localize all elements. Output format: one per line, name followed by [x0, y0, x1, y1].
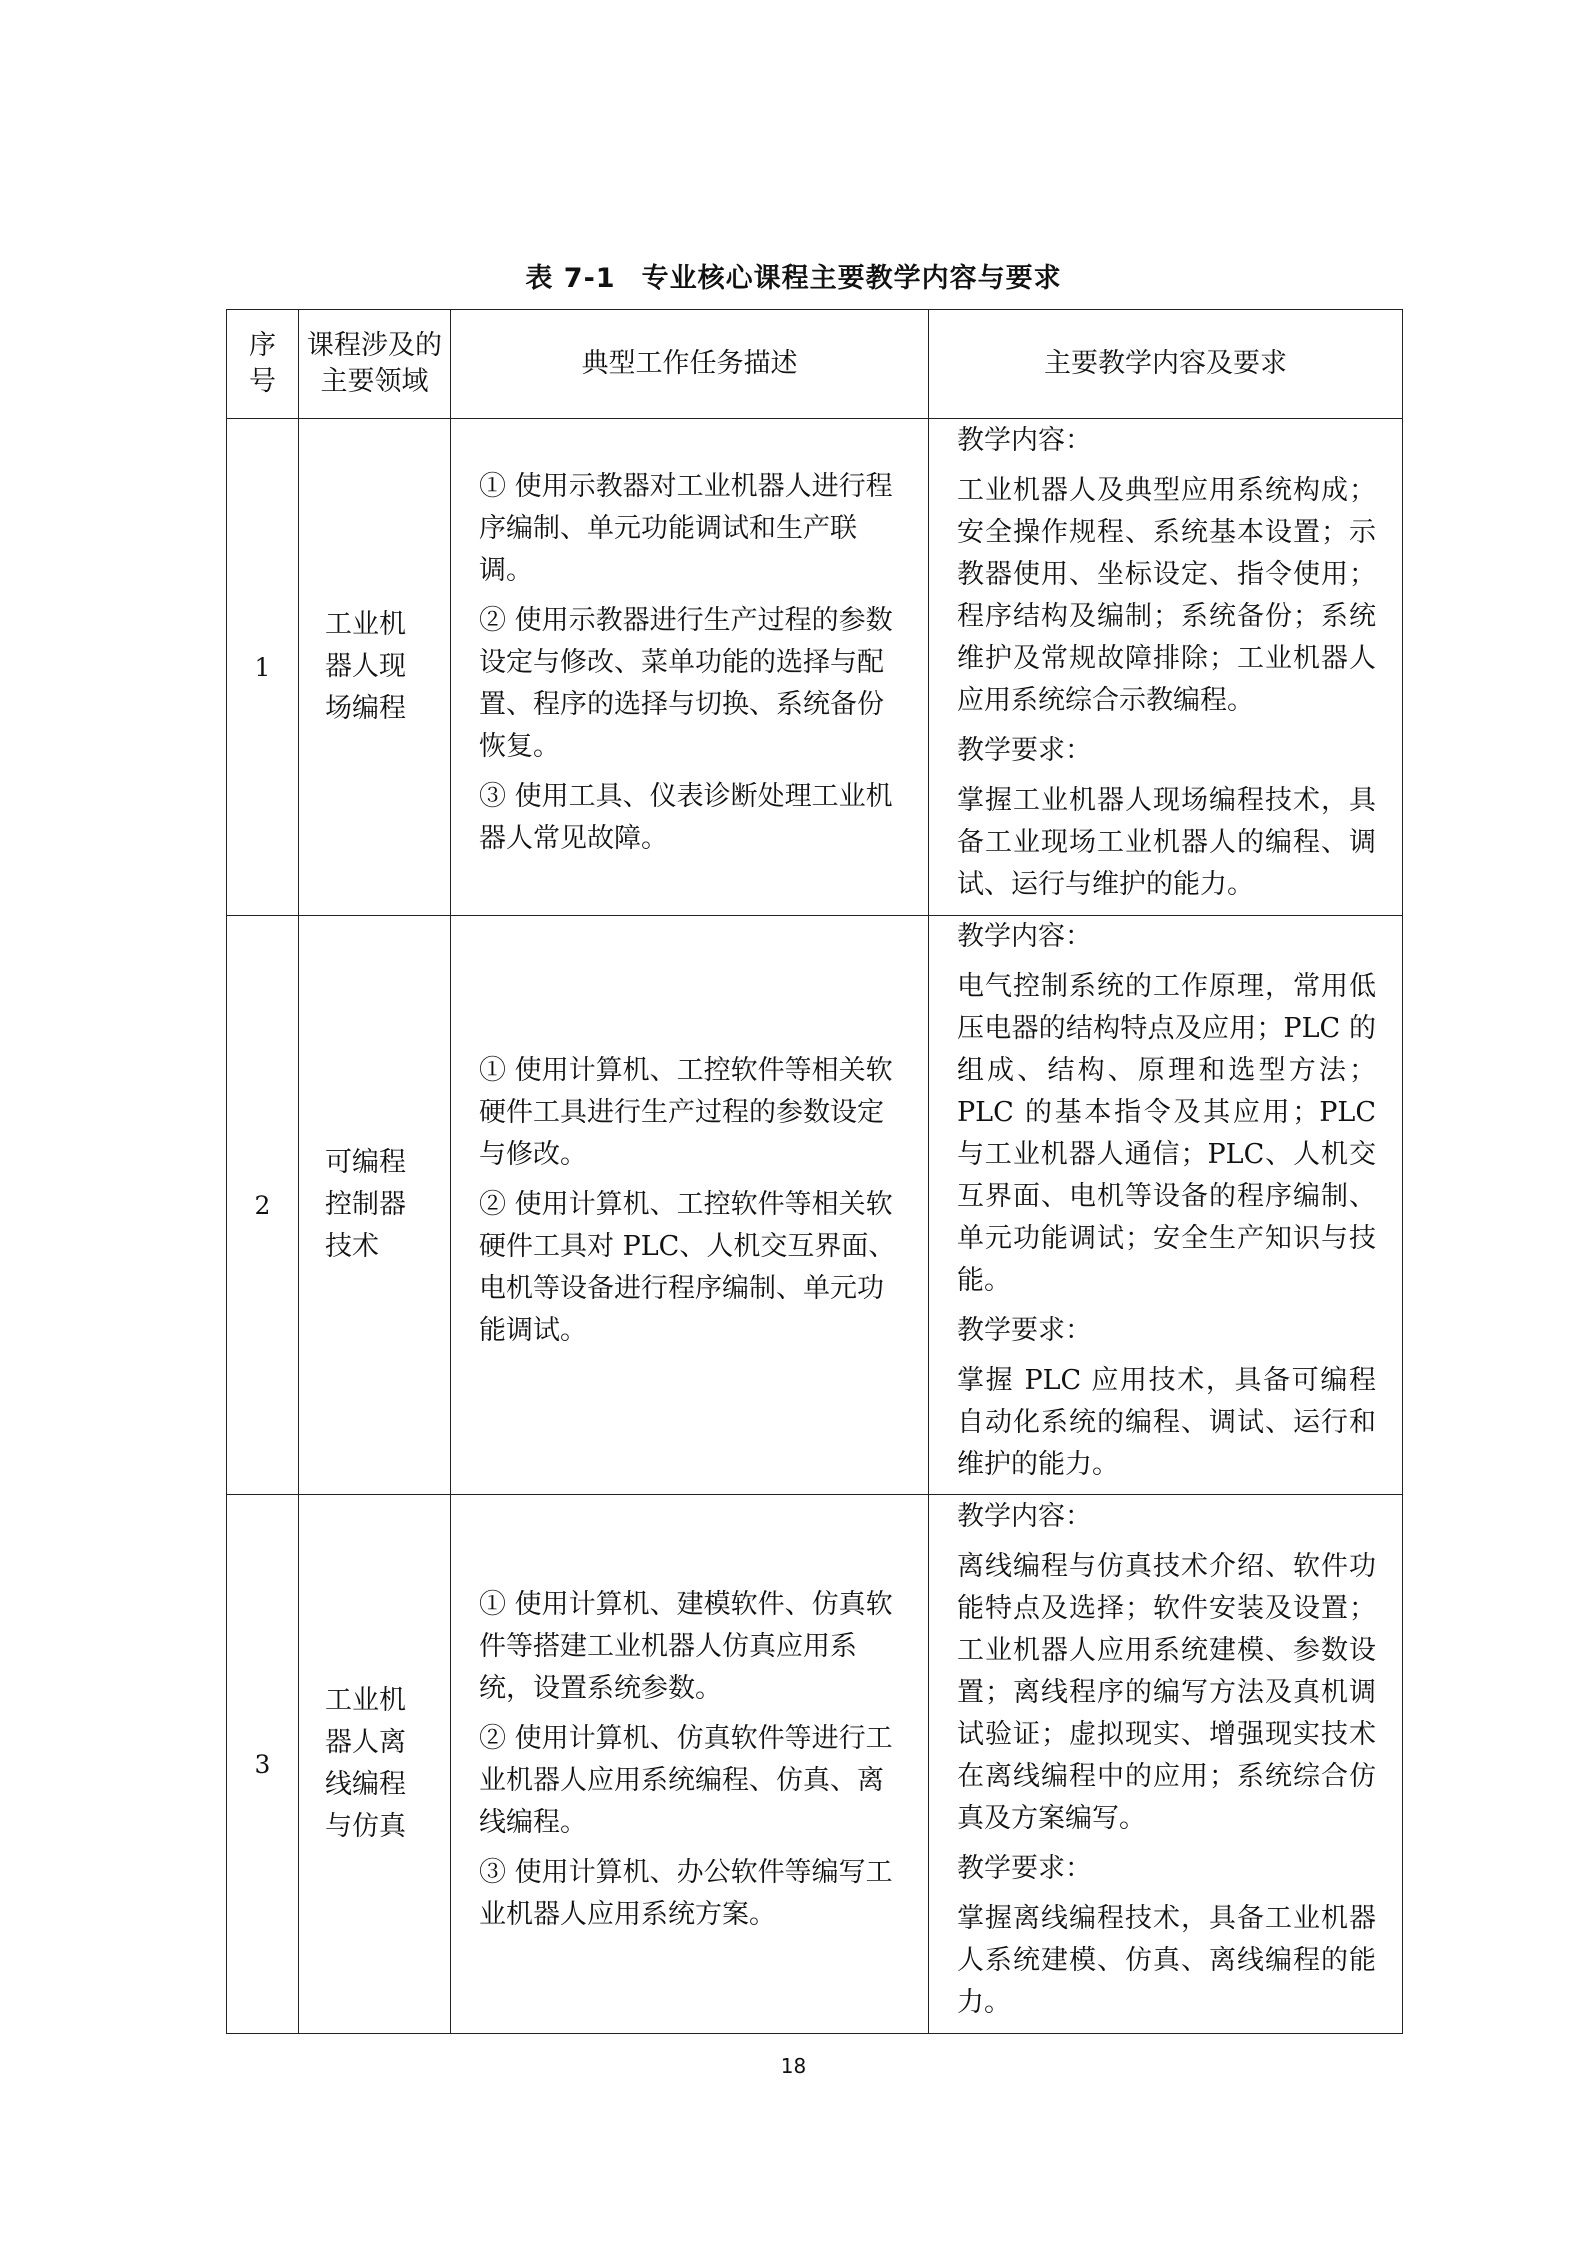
content-label: 教学内容： [957, 425, 1092, 456]
table-title: 专业核心课程主要教学内容与要求 [641, 263, 1062, 294]
core-course-table [226, 309, 1403, 2034]
header-tasks: 典型工作任务描述 [451, 310, 929, 419]
row-content [929, 916, 1403, 1495]
requirement-label: 教学要求： [957, 1853, 1092, 1884]
table-row [227, 916, 1403, 1495]
task-item: ② 使用示教器进行生产过程的参数设定与修改、菜单功能的选择与配置、程序的选择与切换、系统备份恢复。 [479, 605, 893, 762]
task-item: ① 使用示教器对工业机器人进行程序编制、单元功能调试和生产联调。 [479, 471, 893, 586]
row-tasks [451, 916, 929, 1495]
task-item: ① 使用计算机、建模软件、仿真软件等搭建工业机器人仿真应用系统，设置系统参数。 [479, 1589, 893, 1704]
table-row [227, 1495, 1403, 2034]
row-content [929, 1495, 1403, 2034]
content-label: 教学内容： [957, 1501, 1092, 1532]
row-tasks [451, 1495, 929, 2034]
table-header-row [227, 310, 1403, 419]
row-tasks [451, 419, 929, 916]
requirement-label: 教学要求： [957, 735, 1092, 766]
table-caption [0, 256, 1587, 295]
requirement-text: 掌握工业机器人现场编程技术，具备工业现场工业机器人的编程、调试、运行与维护的能力。 [957, 785, 1376, 900]
content-text: 电气控制系统的工作原理，常用低压电器的结构特点及应用；PLC 的组成、结构、原理和选型方法；PLC 的基本指令及其应用；PLC 与工业机器人通信；PLC、人机交互界面、电机等设备的程序编制、单元功能调试；安全生产知识与技能。 [957, 971, 1376, 1296]
header-content: 主要教学内容及要求 [929, 310, 1403, 419]
row-content [929, 419, 1403, 916]
task-item: ② 使用计算机、工控软件等相关软硬件工具对 PLC、人机交互界面、电机等设备进行程序编制、单元功能调试。 [479, 1189, 896, 1346]
table-row [227, 419, 1403, 916]
task-item: ③ 使用计算机、办公软件等编写工业机器人应用系统方案。 [479, 1857, 893, 1930]
row-seq: 3 [227, 1495, 299, 2034]
requirement-label: 教学要求： [957, 1315, 1092, 1346]
content-label: 教学内容： [957, 921, 1092, 952]
table-number: 表 7-1 [525, 263, 616, 294]
task-item: ③ 使用工具、仪表诊断处理工业机器人常见故障。 [479, 781, 893, 854]
requirement-text: 掌握离线编程技术，具备工业机器人系统建模、仿真、离线编程的能力。 [957, 1903, 1376, 2018]
content-text: 工业机器人及典型应用系统构成；安全操作规程、系统基本设置；示教器使用、坐标设定、指令使用；程序结构及编制；系统备份；系统维护及常规故障排除；工业机器人应用系统综合示教编程。 [957, 475, 1376, 716]
row-area: 工业机器人离线编程与仿真 [299, 1495, 451, 2034]
task-item: ① 使用计算机、工控软件等相关软硬件工具进行生产过程的参数设定与修改。 [479, 1055, 893, 1170]
requirement-text: 掌握 PLC 应用技术，具备可编程自动化系统的编程、调试、运行和维护的能力。 [957, 1365, 1376, 1480]
header-area: 课程涉及的主要领域 [299, 310, 451, 419]
page-number: 18 [780, 2054, 807, 2078]
header-seq: 序号 [227, 310, 299, 419]
row-area: 可编程控制器技术 [299, 916, 451, 1495]
task-item: ② 使用计算机、仿真软件等进行工业机器人应用系统编程、仿真、离线编程。 [479, 1723, 893, 1838]
content-text: 离线编程与仿真技术介绍、软件功能特点及选择；软件安装及设置；工业机器人应用系统建模、参数设置；离线程序的编写方法及真机调试验证；虚拟现实、增强现实技术在离线编程中的应用；系统综合仿真及方案编写。 [957, 1551, 1376, 1834]
row-seq: 1 [227, 419, 299, 916]
row-area: 工业机器人现场编程 [299, 419, 451, 916]
row-seq: 2 [227, 916, 299, 1495]
